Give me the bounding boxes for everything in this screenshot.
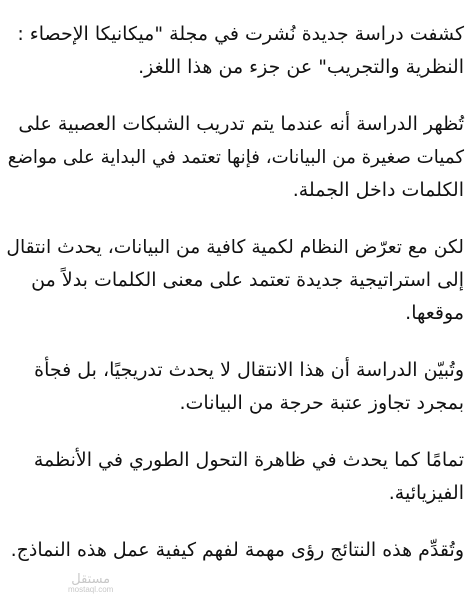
paragraph-1 [6,18,464,84]
paragraph-line: وتُبيّن الدراسة أن هذا الانتقال لا يحدث تدريجيًا، بل فجأة [34,359,464,381]
paragraph-line: وتُقدِّم هذه النتائج رؤى مهمة لفهم كيفية عمل هذه النماذج. [10,539,464,561]
paragraph-6 [6,534,464,567]
paragraph-line: موقعها. [405,302,464,324]
watermark-arabic: مستقل [71,572,111,587]
watermark-latin: mostaql.com [68,585,114,594]
paragraph-line: بمجرد تجاوز عتبة حرجة من البيانات. [179,392,464,414]
paragraph-line: لكن مع تعرّض النظام لكمية كافية من البيانات، يحدث انتقال [6,237,464,258]
paragraph-line: كميات صغيرة من البيانات، فإنها تعتمد في البداية على مواضع [7,147,464,168]
paragraph-line: كشفت دراسة جديدة نُشرت في مجلة "ميكانيكا الإحصاء : [17,23,464,45]
paragraph-line: الكلمات داخل الجملة. [292,179,464,201]
paragraph-4 [6,354,464,420]
paragraph-2 [6,108,464,207]
paragraph-line: الفيزيائية. [388,482,464,504]
paragraph-5 [6,444,464,510]
paragraph-line: إلى استراتيجية جديدة تعتمد على معنى الكلمات بدلاً من [31,269,464,291]
article-body [6,18,464,591]
mostaql-watermark [68,573,113,594]
paragraph-line: تُظهر الدراسة أنه عندما يتم تدريب الشبكات العصبية على [18,113,464,135]
paragraph-3 [6,231,464,330]
paragraph-line: تمامًا كما يحدث في ظاهرة التحول الطوري في الأنظمة [33,449,464,471]
paragraph-line: النظرية والتجريب" عن جزء من هذا اللغز. [138,56,464,78]
